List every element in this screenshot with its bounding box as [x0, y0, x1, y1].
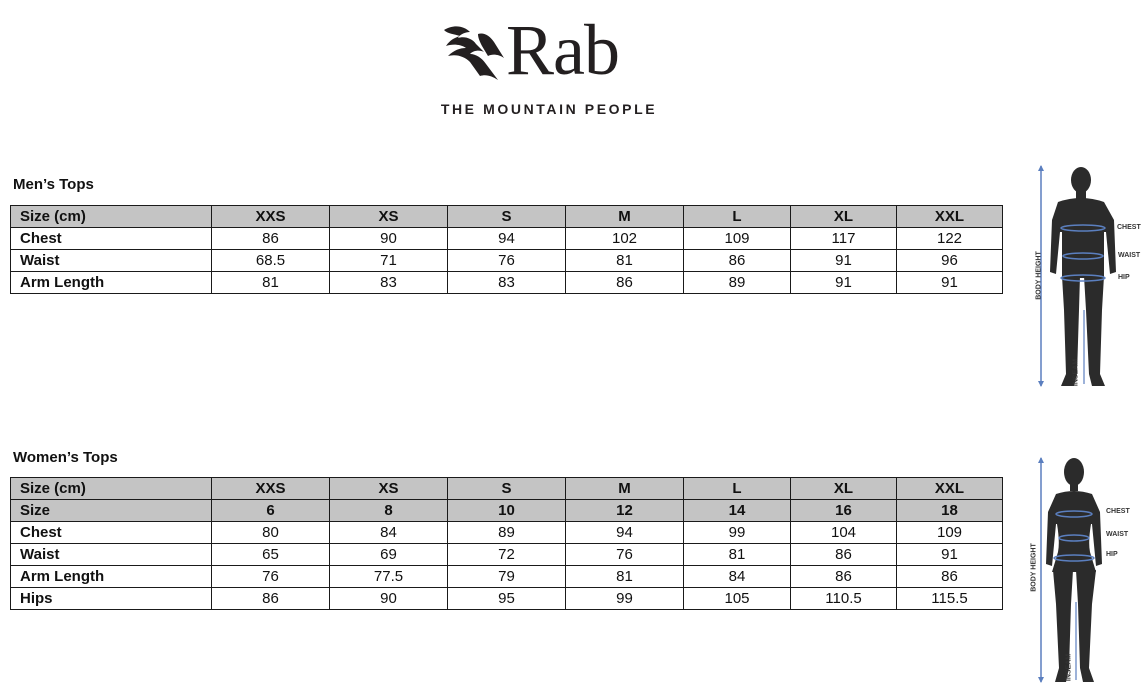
measurement-cell: 91: [791, 250, 897, 272]
brand-wordmark: Rab: [506, 10, 619, 90]
female-measurement-figure: [1028, 452, 1144, 688]
size-header-cell: XXS: [212, 206, 330, 228]
measurement-cell: 65: [212, 544, 330, 566]
mens-size-table: [10, 205, 1003, 294]
table-row: [11, 522, 1003, 544]
measurement-cell: 86: [897, 566, 1003, 588]
measurement-cell: 95: [448, 588, 566, 610]
size-header-cell: 8: [330, 500, 448, 522]
row-label: Size: [11, 500, 212, 522]
size-header-cell: XL: [791, 478, 897, 500]
measurement-cell: 81: [684, 544, 791, 566]
measurement-cell: 105: [684, 588, 791, 610]
measurement-cell: 81: [566, 250, 684, 272]
body-height-arrow-top-icon: [1038, 165, 1044, 171]
body-height-arrow-top-icon: [1038, 457, 1044, 463]
size-header-cell: M: [566, 206, 684, 228]
measurement-cell: 86: [791, 566, 897, 588]
body-height-arrow-bottom-icon: [1038, 677, 1044, 683]
size-header-cell: 16: [791, 500, 897, 522]
measurement-cell: 81: [212, 272, 330, 294]
measurement-cell: 77.5: [330, 566, 448, 588]
male-silhouette: [1050, 167, 1116, 386]
measurement-cell: 110.5: [791, 588, 897, 610]
size-header-cell: 6: [212, 500, 330, 522]
measurement-cell: 80: [212, 522, 330, 544]
measurement-cell: 90: [330, 588, 448, 610]
measurement-cell: 94: [448, 228, 566, 250]
measurement-cell: 91: [897, 272, 1003, 294]
row-label: Waist: [11, 544, 212, 566]
size-header-cell: 14: [684, 500, 791, 522]
measurement-cell: 90: [330, 228, 448, 250]
hip-label: HIP: [1106, 551, 1118, 558]
table-row: [11, 250, 1003, 272]
size-header-cell: 10: [448, 500, 566, 522]
measurement-cell: 89: [684, 272, 791, 294]
inseam-label: INSEAM: [1065, 653, 1073, 682]
table-row: [11, 588, 1003, 610]
brand-tagline: THE MOUNTAIN PEOPLE: [440, 101, 658, 117]
row-label: Chest: [11, 228, 212, 250]
table-row: [11, 566, 1003, 588]
size-header-cell: M: [566, 478, 684, 500]
row-label: Arm Length: [11, 566, 212, 588]
row-label: Hips: [11, 588, 212, 610]
size-header-cell: S: [448, 206, 566, 228]
measurement-cell: 81: [566, 566, 684, 588]
table-row: [11, 228, 1003, 250]
chest-label: CHEST: [1117, 224, 1141, 231]
table-row: [11, 206, 1003, 228]
size-header-cell: 18: [897, 500, 1003, 522]
measurement-cell: 91: [791, 272, 897, 294]
table-row: [11, 544, 1003, 566]
measurement-cell: 72: [448, 544, 566, 566]
measurement-cell: 102: [566, 228, 684, 250]
female-silhouette: [1046, 458, 1102, 682]
measurement-cell: 76: [566, 544, 684, 566]
measurement-cell: 104: [791, 522, 897, 544]
measurement-cell: 94: [566, 522, 684, 544]
measurement-cell: 99: [684, 522, 791, 544]
body-height-label: BODY HEIGHT: [1030, 543, 1038, 592]
inseam-label: INSEAM: [1072, 358, 1080, 387]
measurement-cell: 86: [212, 228, 330, 250]
size-header-cell: XXS: [212, 478, 330, 500]
row-label: Size (cm): [11, 478, 212, 500]
body-height-arrow-bottom-icon: [1038, 381, 1044, 387]
measurement-cell: 115.5: [897, 588, 1003, 610]
size-header-cell: XL: [791, 206, 897, 228]
measurement-cell: 117: [791, 228, 897, 250]
hip-label: HIP: [1118, 274, 1130, 281]
size-header-cell: 12: [566, 500, 684, 522]
womens-section-title: Women’s Tops: [13, 449, 118, 466]
measurement-cell: 91: [897, 544, 1003, 566]
size-header-cell: XS: [330, 478, 448, 500]
row-label: Arm Length: [11, 272, 212, 294]
measurement-cell: 86: [212, 588, 330, 610]
mens-section-title: Men’s Tops: [13, 176, 94, 193]
measurement-cell: 109: [684, 228, 791, 250]
row-label: Waist: [11, 250, 212, 272]
measurement-cell: 84: [684, 566, 791, 588]
rab-logo: [440, 10, 640, 90]
size-header-cell: S: [448, 478, 566, 500]
measurement-cell: 122: [897, 228, 1003, 250]
measurement-cell: 89: [448, 522, 566, 544]
measurement-cell: 109: [897, 522, 1003, 544]
table-row: [11, 478, 1003, 500]
measurement-cell: 86: [791, 544, 897, 566]
chest-label: CHEST: [1106, 508, 1130, 515]
table-row: [11, 272, 1003, 294]
rab-mountain-mark-icon: [440, 22, 510, 86]
measurement-cell: 96: [897, 250, 1003, 272]
waist-label: WAIST: [1106, 531, 1129, 538]
womens-size-table: [10, 477, 1003, 610]
row-label: Chest: [11, 522, 212, 544]
measurement-cell: 68.5: [212, 250, 330, 272]
measurement-cell: 71: [330, 250, 448, 272]
size-header-cell: XS: [330, 206, 448, 228]
measurement-cell: 83: [330, 272, 448, 294]
measurement-cell: 69: [330, 544, 448, 566]
measurement-cell: 99: [566, 588, 684, 610]
measurement-cell: 84: [330, 522, 448, 544]
size-header-cell: L: [684, 206, 791, 228]
size-header-cell: XXL: [897, 206, 1003, 228]
table-row: [11, 500, 1003, 522]
size-header-cell: L: [684, 478, 791, 500]
measurement-cell: 79: [448, 566, 566, 588]
measurement-cell: 86: [566, 272, 684, 294]
size-header-cell: XXL: [897, 478, 1003, 500]
measurement-cell: 76: [448, 250, 566, 272]
row-label: Size (cm): [11, 206, 212, 228]
body-height-label: BODY HEIGHT: [1035, 251, 1043, 300]
measurement-cell: 83: [448, 272, 566, 294]
waist-label: WAIST: [1118, 252, 1141, 259]
measurement-cell: 86: [684, 250, 791, 272]
measurement-cell: 76: [212, 566, 330, 588]
